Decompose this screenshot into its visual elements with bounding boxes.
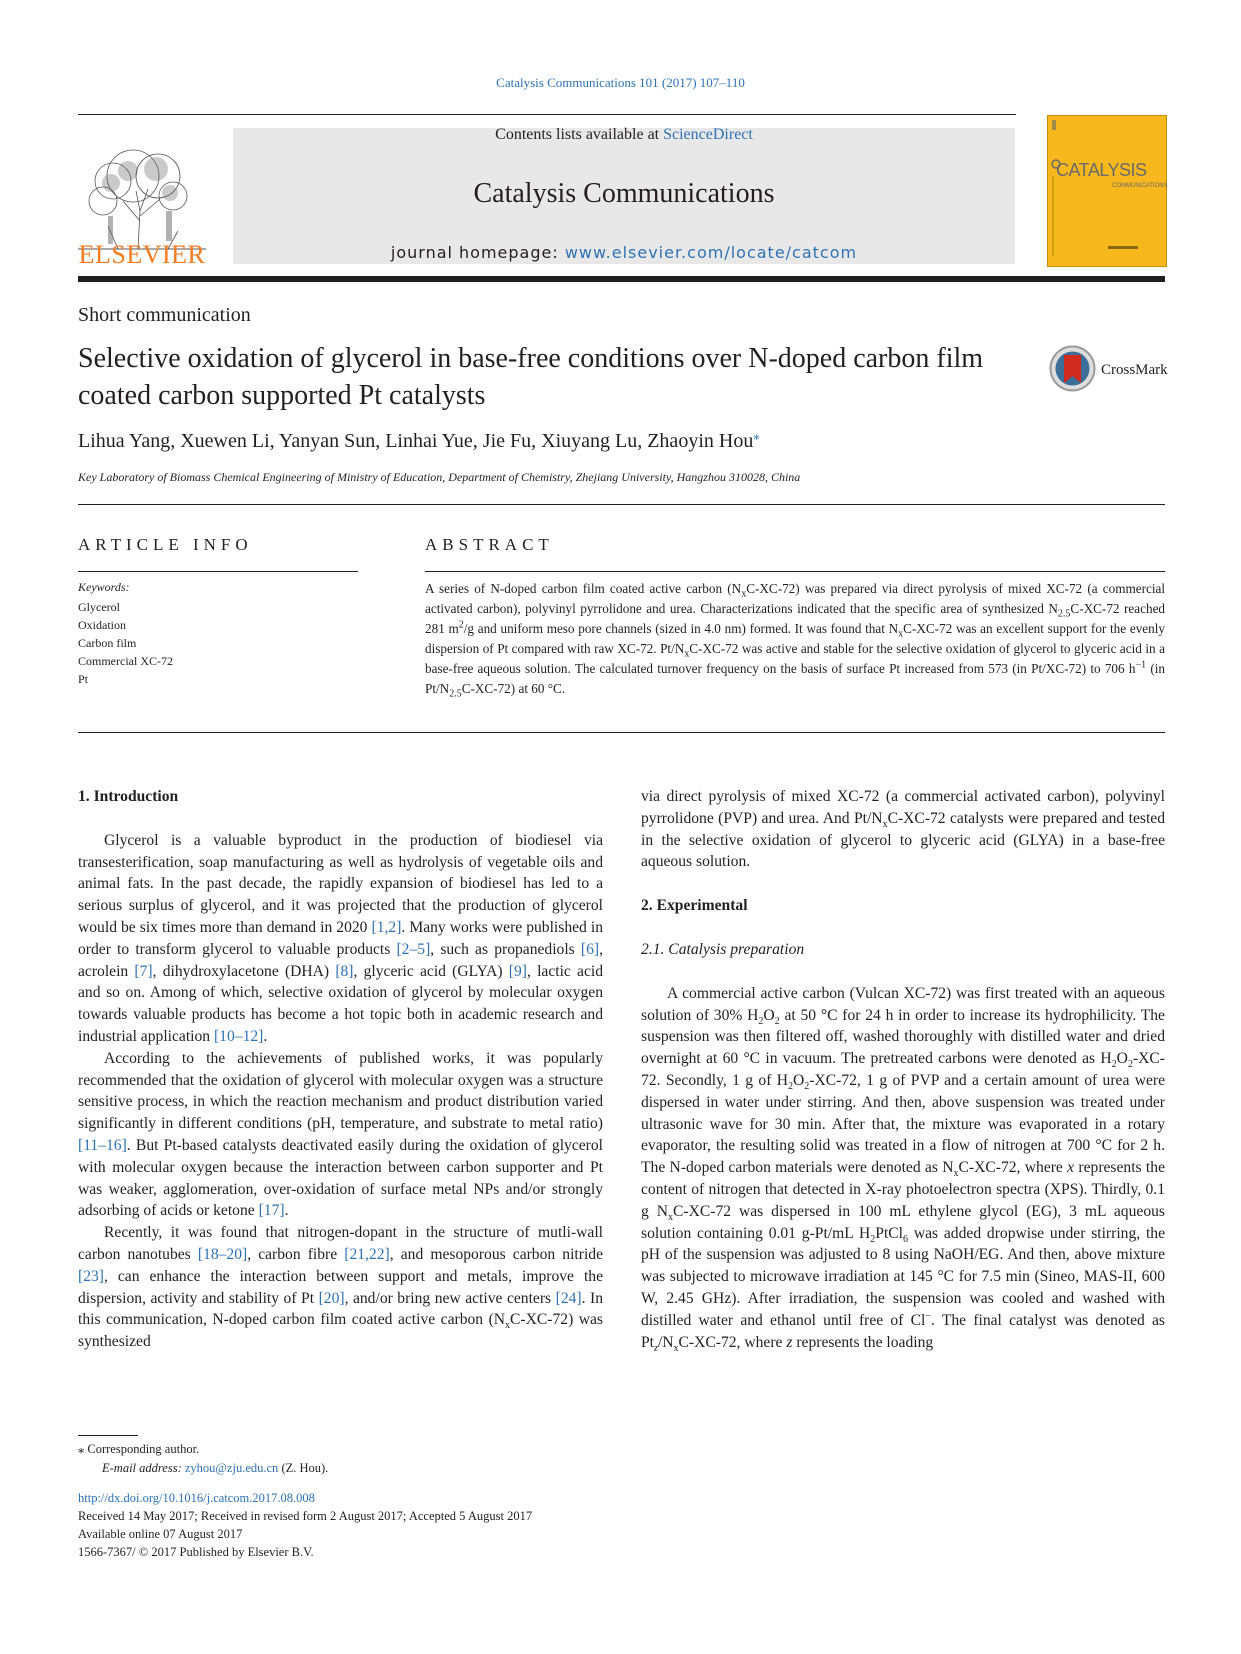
paragraph: Glycerol is a valuable byproduct in the production of biodiesel via transesterification, soap manufacturing as well as hydrolysis of vegetable oils and animal fats. In the past decade, the rapidly expansion of biodiesel has led to a serious surplus of glycerol, and it was projected that the production of glycerol would be six times more than demand in 2020 [1,2]. Many works were published in order to transform glycerol to valuable products [2–5], such as propanediols [6], acrolein [7], dihydroxylacetone (DHA) [8], glyceric acid (GLYA) [9], lactic acid and so on. Among of which, selective oxidation of glycerol by molecular oxygen towards valuable products has become a hot topic both in academic research and industrial application [10–12]. [78, 831, 604, 1045]
abstract-rule [425, 571, 1165, 572]
article-info-heading: ARTICLE INFO [78, 535, 253, 554]
paragraph: via direct pyrolysis of mixed XC-72 (a commercial activated carbon), polyvinyl pyrrolidone (PVP) and urea. And $Pt/N_xC-XC-72$ catalysts were prepared and tested in the selective oxidation of glycerol to glyceric acid (GLYA) in a base-free aqueous solution. [641, 788, 1165, 871]
contents-prefix: Contents lists available at [495, 126, 664, 143]
cover-graphic [1048, 116, 1166, 266]
masthead-rule [78, 276, 1165, 282]
footnote-rule [78, 1435, 138, 1436]
abstract-body: A series of N-doped carbon film coated active carbon $(N_xC-XC-72)$ was prepared via direct pyrolysis of mixed XC-72 (a commercial activated carbon), polyvinyl pyrrolidone and urea. Characterizations indicated that the specific area of synthesized $N_{2.5}C-XC-72$ reached 281 $m^2/g$ and uniform meso pore channels (sized in 4.0 nm) formed. It was found that $N_xC-XC-72$ was an excellent support for the evenly dispersion of Pt compared with raw XC-72. $Pt/N_xC-XC-72$ was active and stable for the selective oxidation of glycerol to glyceric acid in a base-free aqueous solution. The calculated turnover frequency on the basis of surface Pt increased from 573 (in Pt/XC-72) to 706 $h^{-1}$ (in $Pt/N_{2.5}C-XC-72$) at 60 °C. [425, 581, 1166, 700]
abstract-heading: ABSTRACT [425, 535, 554, 554]
paragraph: A commercial active carbon (Vulcan XC-72) was first treated with an aqueous solution of 30% $H_2O_2$ at 50 °C for 24 h in order to increase its hydrophilicity. The suspension was then filtered off, washed thoroughly with distilled water and dried overnight at 60 °C in vacuum. The pretreated carbons were denoted as $H_2O_2-XC-72$. Secondly, 1 g of $H_2O_2-XC-72$, 1 g of PVP and a certain amount of urea were dispersed in water under stirring. And then, above suspension was treated under ultrasonic wave for 30 min. After that, the mixture was evaporated in a rotary evaporator, the resulting solid was treated in a flow of nitrogen at 700 °C for 2 h. The N-doped carbon materials were denoted as $N_xC-XC-72$, where x represents the content of nitrogen that detected in X-ray photoelectron spectra (XPS). Thirdly, 0.1 g $N_xC-XC-72$ was dispersed in 100 mL ethylene glycol (EG), 3 mL aqueous solution containing 0.01 g-Pt/mL $H_2PtCl_6$ was added dropwise under stirring, the pH of the suspension was adjusted to 8 using NaOH/EG. And then, above mixture was subjected to microwave irradiation at 145 °C for 7.5 min (Sineo, MAS-II, 600 W, 2.45 GHz). After irradiation, the suspension was cooled and washed with distilled water and ethanol until free of Cl−. The final catalyst was denoted as $Pt_z/N_xC-XC-72$, where z represents the loading [641, 984, 1166, 1354]
citation-link[interactable]: [10–12] [213, 1027, 264, 1045]
experimental-heading: 2. Experimental [641, 897, 748, 915]
right-column [641, 786, 1165, 1353]
received-dates: Received 14 May 2017; Received in revised form 2 August 2017; Accepted 5 August 2017 [78, 1509, 533, 1523]
publication-info [78, 1489, 532, 1561]
journal-title: Catalysis Communications [473, 178, 775, 209]
sciencedirect-link[interactable]: ScienceDirect [663, 126, 753, 143]
citation-link[interactable]: [18–20] [197, 1245, 248, 1263]
keyword-item: Pt [78, 672, 89, 686]
email-note [78, 1459, 328, 1478]
author-list [78, 430, 759, 453]
doi-link[interactable]: http://dx.doi.org/10.1016/j.catcom.2017.08.008 [78, 1491, 315, 1505]
authors-text: Lihua Yang, Xuewen Li, Yanyan Sun, Linhai Yue, Jie Fu, Xiuyang Lu, Zhaoyin Hou [78, 430, 754, 452]
keyword-item: Glycerol [78, 600, 120, 614]
top-rule [78, 114, 1016, 115]
cover-subtitle: COMMUNICATIONS [1112, 183, 1168, 189]
citation-link[interactable]: [21,22] [344, 1245, 390, 1263]
citation-link[interactable]: [17] [258, 1202, 285, 1220]
journal-cover [1047, 115, 1167, 267]
keyword-list [78, 598, 173, 688]
introduction-heading: 1. Introduction [78, 788, 179, 805]
citation-link[interactable]: [1,2] [371, 918, 402, 936]
cover-title: CATALYSIS [1056, 160, 1147, 180]
article-info-rule [78, 571, 358, 572]
keyword-item: Carbon film [78, 636, 137, 650]
keyword-item: Commercial XC-72 [78, 654, 173, 668]
journal-reference[interactable]: Catalysis Communications 101 (2017) 107–110 [496, 75, 745, 90]
corresponding-mark[interactable]: ⁎ [753, 428, 760, 443]
footnote [78, 1440, 328, 1478]
affiliation: Key Laboratory of Biomass Chemical Engineering of Ministry of Education, Department of Chemistry, Zhejiang University, Hangzhou 310028, China [78, 470, 801, 484]
citation-link[interactable]: [23] [78, 1267, 104, 1285]
email-link[interactable]: zyhou@zju.edu.cn [184, 1461, 279, 1475]
contents-line [233, 126, 1015, 144]
citation-link[interactable]: [6] [580, 940, 600, 958]
corresponding-author-note: ⁎ Corresponding author. [78, 1442, 200, 1456]
paragraph: According to the achievements of published works, it was popularly recommended that the oxidation of glycerol with molecular oxygen was a structure sensitive process, in which the reaction mechanism and product distribution varied significantly in different conditions (pH, temperature, and substrate to metal ratio) [11–16]. But Pt-based catalysts deactivated easily during the oxidation of glycerol with molecular oxygen because the interaction between carbon supporter and Pt was weaker, agglomeration, over-oxidation of surface metal NPs and/or strongly adsorbing of acids or ketone [17]. [78, 1049, 603, 1220]
elsevier-wordmark: ELSEVIER [78, 240, 206, 269]
article-title: Selective oxidation of glycerol in base-free conditions over N-doped carbon film coated carbon supported Pt catalysts [78, 343, 984, 411]
email-suffix: (Z. Hou). [278, 1461, 329, 1475]
catalysis-prep-heading: 2.1. Catalysis preparation [641, 940, 805, 958]
article-type: Short communication [78, 304, 251, 326]
issn-copyright: 1566-7367/ © 2017 Published by Elsevier B.V. [78, 1545, 314, 1559]
keywords-label: Keywords: [78, 580, 130, 594]
keyword-item: Oxidation [78, 618, 126, 632]
homepage-line [233, 243, 1015, 262]
crossmark-label[interactable]: CrossMark [1101, 362, 1168, 378]
abstract-bottom-rule [78, 732, 1165, 733]
citation-link[interactable]: [7] [134, 962, 153, 980]
citation-link[interactable]: [24] [555, 1289, 582, 1307]
available-online: Available online 07 August 2017 [78, 1527, 243, 1541]
crossmark-icon[interactable] [1049, 345, 1096, 392]
affiliation-rule [78, 504, 1165, 505]
left-column [78, 786, 603, 1353]
paragraph: Recently, it was found that nitrogen-dopant in the structure of mutli-wall carbon nanotubes [18–20], carbon fibre [21,22], and mesoporous carbon nitride [23], can enhance the interaction between support and metals, improve the dispersion, activity and stability of Pt [20], and/or bring new active centers [24]. In this communication, N-doped carbon film coated active carbon $(N_xC-XC-72)$ was synthesized [78, 1224, 604, 1351]
homepage-link[interactable]: www.elsevier.com/locate/catcom [564, 243, 858, 262]
citation-link[interactable]: [20] [318, 1289, 345, 1307]
citation-link[interactable]: [8] [335, 962, 354, 980]
citation-link[interactable]: [2–5] [396, 940, 431, 958]
homepage-prefix: journal homepage: [390, 243, 565, 262]
citation-link[interactable]: [9] [508, 962, 527, 980]
email-label: E-mail address: [102, 1461, 185, 1475]
citation-link[interactable]: [11–16] [78, 1136, 127, 1154]
